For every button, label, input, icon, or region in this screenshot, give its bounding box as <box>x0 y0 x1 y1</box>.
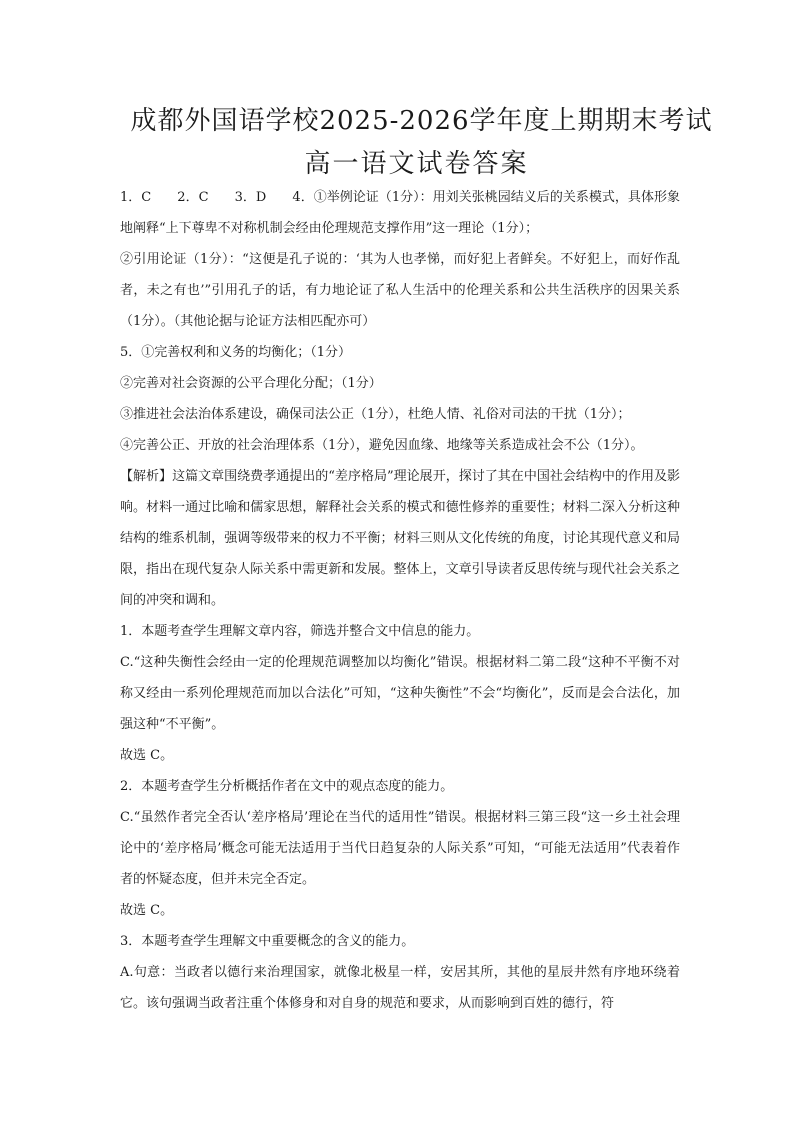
answer-paragraph: ③推进社会法治体系建设，确保司法公正（1分），杜绝人情、礼俗对司法的干扰（1分）； <box>120 407 631 422</box>
answer-paragraph: 3．本题考查学生理解文中重要概念的含义的能力。 <box>120 934 415 949</box>
answer-paragraph: 1．本题考查学生理解文章内容，筛选并整合文中信息的能力。 <box>120 624 480 639</box>
page-subtitle: 高一语文试卷答案 <box>304 149 529 179</box>
answer-paragraph: 故选 C。 <box>120 903 174 918</box>
answer-paragraph: 2．本题考查学生分析概括作者在文中的观点态度的能力。 <box>120 779 454 794</box>
answer-paragraph: 1．C 2．C 3．D 4．①举例论证（1分）：用刘关张桃园结义后的关系模式，具体形象地阐释“上下尊卑不对称机制会经由伦理规范支撑作用”这一理论（1分）； <box>120 190 680 236</box>
answer-paragraph: 故选 C。 <box>120 748 174 763</box>
page-title: 成都外国语学校2025-2026学年度上期期末考试 <box>130 106 713 136</box>
answer-body <box>120 182 680 1019</box>
answer-paragraph: 5．①完善权利和义务的均衡化；（1分） <box>120 345 352 360</box>
answer-paragraph: ④完善公正、开放的社会治理体系（1分），避免因血缘、地缘等关系造成社会不公（1分）。 <box>120 438 644 453</box>
answer-paragraph: A.句意：当政者以德行来治理国家，就像北极星一样，安居其所，其他的星辰井然有序地环绕着它。该句强调当政者注重个体修身和对自身的规范和要求，从而影响到百姓的德行，符 <box>120 965 680 1011</box>
answer-paragraph: ②完善对社会资源的公平合理化分配；（1分） <box>120 376 382 391</box>
answer-paragraph: C.“虽然作者完全否认‘差序格局’理论在当代的适用性”错误。根据材料三第三段“这一乡土社会理论中的‘差序格局’概念可能无法适用于当代日趋复杂的人际关系”可知，“可能无法适用”代表着作者的怀疑态度，但并未完全否定。 <box>120 810 680 887</box>
answer-paragraph: C.“这种失衡性会经由一定的伦理规范调整加以均衡化”错误。根据材料二第二段“这种不平衡不对称又经由一系列伦理规范而加以合法化”可知，“这种失衡性”不会“均衡化”，反而是会合法化，加强这种“不平衡”。 <box>120 655 680 732</box>
analysis-paragraph: 【解析】这篇文章围绕费孝通提出的“差序格局”理论展开，探讨了其在中国社会结构中的作用及影响。材料一通过比喻和儒家思想，解释社会关系的模式和德性修养的重要性；材料二深入分析这种结构的维系机制，强调等级带来的权力不平衡；材料三则从文化传统的角度，讨论其现代意义和局限，指出在现代复杂人际关系中需更新和发展。整体上，文章引导读者反思传统与现代社会关系之间的冲突和调和。 <box>120 469 680 608</box>
answer-paragraph: ②引用论证（1分）：“这便是孔子说的：‘其为人也孝悌，而好犯上者鲜矣。不好犯上，而好作乱者，未之有也’”引用孔子的话，有力地论证了私人生活中的伦理关系和公共生活秩序的因果关系（1分）。（其他论据与论证方法相匹配亦可） <box>120 252 680 329</box>
